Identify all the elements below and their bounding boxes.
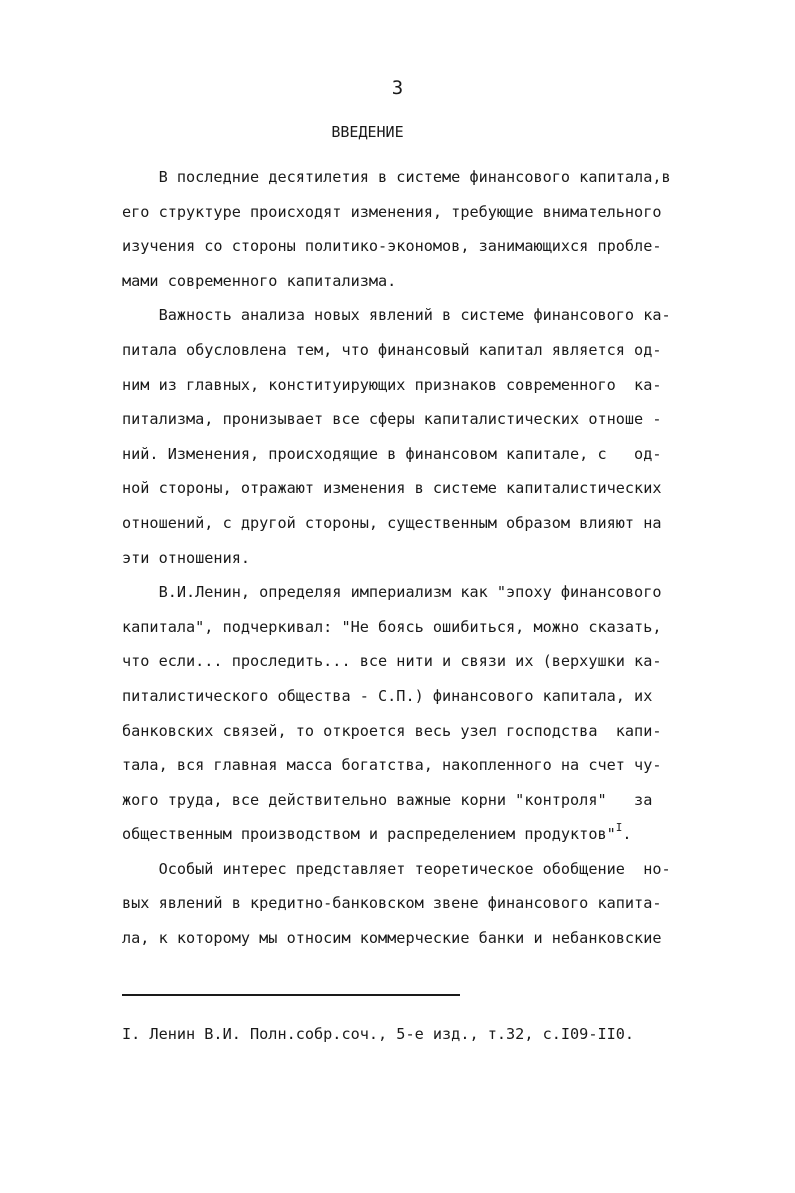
- page-number: 3: [391, 77, 404, 99]
- text-line-with-footnote-ref: [122, 817, 762, 852]
- section-heading: ВВЕДЕНИЕ: [331, 123, 404, 141]
- text-line: Особый интерес представляет теоретическое обобщение но-: [122, 859, 671, 878]
- text-line: ним из главных, конституирующих признаков современного ка-: [122, 375, 662, 394]
- text-line: питала обусловлена тем, что финансовый капитал является од-: [122, 340, 662, 359]
- text-line: изучения со стороны политико-экономов, занимающихся пробле-: [122, 237, 662, 256]
- footnote: I. Ленин В.И. Полн.собр.соч., 5-е изд., т.32, с.I09-II0.: [122, 1025, 635, 1043]
- footnote-divider: [122, 994, 460, 996]
- text-line: ла, к которому мы относим коммерческие банки и небанковские: [122, 929, 662, 948]
- text-line: ний. Изменения, происходящие в финансовом капитале, с од-: [122, 444, 662, 463]
- text-line: отношений, с другой стороны, существенным образом влияют на: [122, 513, 662, 532]
- text-line: В.И.Ленин, определяя империализм как "эпоху финансового: [122, 583, 662, 602]
- sentence-period: .: [622, 825, 632, 844]
- text-line: ной стороны, отражают изменения в системе капиталистических: [122, 479, 662, 498]
- text-line: эти отношения.: [122, 548, 251, 567]
- text-line: общественным производством и распределением продуктов": [122, 825, 616, 844]
- text-line: В последние десятилетия в системе финансового капитала,в: [122, 168, 671, 186]
- text-line: его структуре происходят изменения, требующие внимательного: [122, 202, 662, 221]
- text-line: вых явлений в кредитно-банковском звене финансового капита-: [122, 894, 662, 913]
- text-line: банковских связей, то откроется весь узел господства капи-: [122, 721, 662, 740]
- text-line: что если... проследить... все нити и связи их (верхушки ка-: [122, 652, 662, 671]
- footnote-reference: I: [615, 821, 623, 835]
- text-line: питалистического общества - С.П.) финансового капитала, их: [122, 686, 653, 705]
- text-line: жого труда, все действительно важные корни "контроля" за: [122, 790, 653, 809]
- text-line: питализма, пронизывает все сферы капиталистических отноше -: [122, 410, 662, 429]
- body-text: [122, 160, 762, 956]
- text-line: мами современного капитализма.: [122, 271, 397, 290]
- text-line: тала, вся главная масса богатства, накопленного на счет чу-: [122, 756, 662, 775]
- text-line: Важность анализа новых явлений в системе финансового ка-: [122, 306, 671, 325]
- text-line: капитала", подчеркивал: "Не боясь ошибиться, можно сказать,: [122, 617, 662, 636]
